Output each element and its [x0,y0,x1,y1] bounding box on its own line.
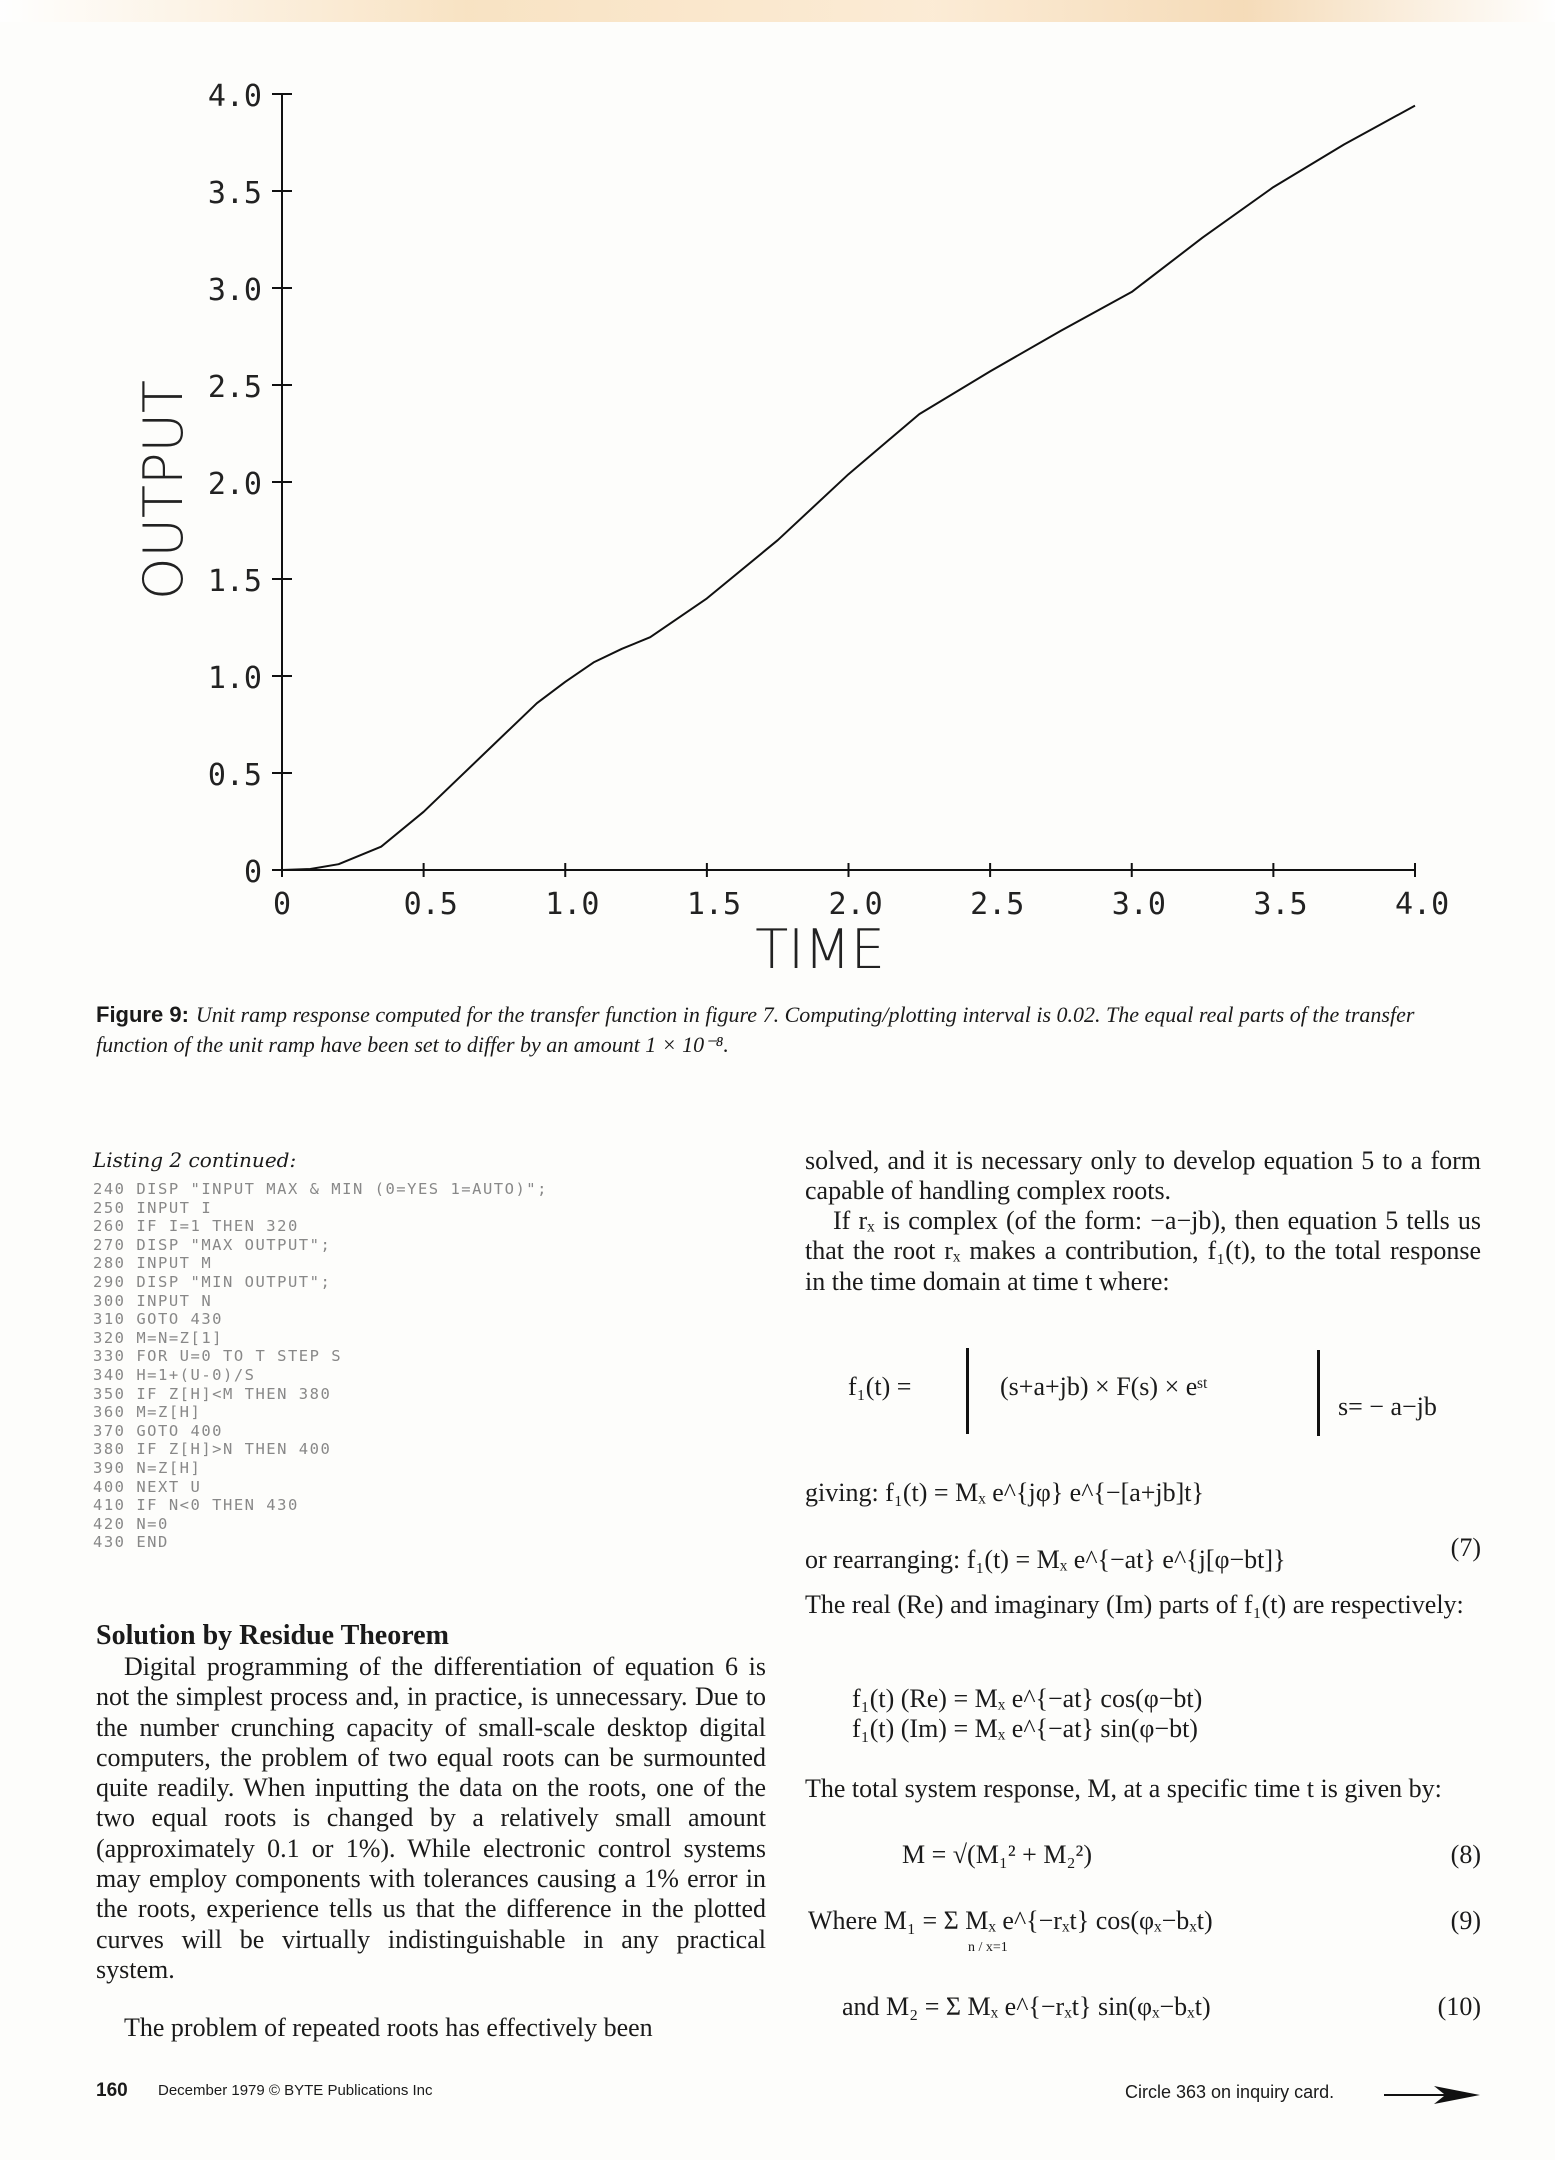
caption-text: Unit ramp response computed for the transfer function in figure 7. Computing/plotting interval is 0.02. The equal real parts of the transfer function of the unit ramp have been set to differ by an amount 1 × 10⁻⁸. [96,1002,1415,1057]
code-line: 350 IF Z[H]<M THEN 380 [93,1384,332,1403]
right-paragraph-4: The total system response, M, at a specific time t is given by: [805,1774,1442,1803]
left-paragraph-2: The problem of repeated roots has effectively been [124,2013,653,2042]
y-tick-label: 1.5 [207,564,262,599]
eq-number-10: (10) [1437,1992,1481,2021]
x-tick-label: 1.5 [686,887,742,922]
figure-caption [96,1000,1486,1060]
listing-title: Listing 2 continued: [93,1148,297,1172]
residue-eq-sub: s= − a−jb [1338,1392,1437,1421]
x-tick-label: 0 [272,887,292,922]
right-paragraph-1: solved, and it is necessary only to develop equation 5 to a form capable of handling complex roots. [805,1146,1481,1206]
arrow-icon [1384,2084,1480,2106]
code-line: 420 N=0 [93,1514,169,1533]
code-line: 390 N=Z[H] [93,1458,202,1477]
y-tick-label: 1.0 [207,661,262,696]
code-line: 410 IF N<0 THEN 430 [93,1496,299,1515]
response-curve [282,106,1415,870]
sum-limits: n / x=1 [968,1940,1008,1955]
code-line: 330 FOR U=0 TO T STEP S [93,1347,343,1366]
code-line: 320 M=N=Z[1] [93,1328,223,1347]
real-part-eq: f₁(t) (Re) = Mₓ e^{−at} cos(φ−bt) [852,1684,1203,1713]
x-tick-label: 1.0 [545,887,600,922]
code-line: 310 GOTO 430 [93,1310,223,1329]
code-line: 340 H=1+(U-0)/S [93,1365,256,1384]
code-line: 360 M=Z[H] [93,1403,202,1422]
code-line: 300 INPUT N [93,1291,213,1310]
code-line: 430 END [93,1533,169,1552]
residue-eq-body: (s+a+jb) × F(s) × eˢᵗ [1000,1372,1208,1401]
giving-eq: giving: f₁(t) = Mₓ e^{jφ} e^{−[a+jb]t} [805,1478,1205,1507]
caption-label: Figure 9: [96,1002,189,1027]
eq-number-7: (7) [1450,1533,1481,1562]
page-number: 160 [96,2080,128,2101]
y-tick-label: 2.0 [207,467,262,502]
ramp-response-chart [0,0,1555,980]
eq-number-8: (8) [1450,1840,1481,1869]
y-tick-label: 3.0 [207,273,262,308]
imag-part-eq: f₁(t) (Im) = Mₓ e^{−at} sin(φ−bt) [852,1714,1198,1743]
eq-number-9: (9) [1450,1906,1481,1935]
code-line: 370 GOTO 400 [93,1421,223,1440]
code-line: 240 DISP "INPUT MAX & MIN (0=YES 1=AUTO)"; [93,1180,548,1198]
residue-eq-lhs: f₁(t) = [848,1372,912,1401]
x-tick-label: 3.0 [1111,887,1166,922]
x-tick-label: 3.5 [1253,887,1308,922]
code-line: 290 DISP "MIN OUTPUT"; [93,1272,332,1291]
code-line: 400 NEXT U [93,1477,202,1496]
rearranging-eq: or rearranging: f₁(t) = Mₓ e^{−at} e^{j[φ−bt]} [805,1545,1286,1574]
eq-8: M = √(M₁² + M₂²) [902,1840,1092,1869]
y-tick-label: 3.5 [207,176,262,211]
eq-9: Where M₁ = Σ Mₓ e^{−rₓt} cos(φₓ−bₓt) [808,1906,1213,1935]
x-tick-label: 0.5 [403,887,458,922]
x-tick-label: 2.0 [828,887,883,922]
section-heading: Solution by Residue Theorem [96,1620,449,1651]
code-line: 250 INPUT I [93,1198,213,1217]
y-axis-title: OUTPUT [132,379,195,601]
publication-line: December 1979 © BYTE Publications Inc [158,2082,433,2099]
y-tick-label: 0.5 [207,758,262,793]
right-paragraph-2: If rₓ is complex (of the form: −a−jb), then equation 5 tells us that the root rₓ makes a contribution, f₁(t), to the total response in the time domain at time t where: [805,1206,1481,1296]
code-line: 270 DISP "MAX OUTPUT"; [93,1235,332,1254]
left-paragraph-1: Digital programming of the differentiation of equation 6 is not the simplest process and, in practice, is unnecessary. Due to the number crunching capacity of small-scale desktop digital computers, the problem of two equal roots can be surmounted quite readily. When inputting the data on the roots, one of the two equal roots is changed by a relatively small amount (approximately 0.1 or 1%). While electronic control systems may employ components with tolerances causing a 1% error in the roots, experience tells us that the difference in the plotted curves will be virtually indistinguishable in any practical system. [96,1652,766,1984]
code-listing [93,1180,548,1552]
x-tick-label: 4.0 [1395,887,1450,922]
code-line: 380 IF Z[H]>N THEN 400 [93,1440,332,1459]
code-line: 280 INPUT M [93,1254,213,1273]
eval-bar-left [966,1348,969,1434]
eq-10: and M₂ = Σ Mₓ e^{−rₓt} sin(φₓ−bₓt) [842,1992,1211,2021]
x-tick-label: 2.5 [970,887,1025,922]
y-tick-label: 0 [243,855,262,890]
x-axis-title: TIME [755,918,885,980]
inquiry-note: Circle 363 on inquiry card. [1125,2082,1335,2102]
eval-bar-right [1317,1350,1320,1436]
y-tick-label: 4.0 [207,79,262,114]
code-line: 260 IF I=1 THEN 320 [93,1217,299,1236]
y-tick-label: 2.5 [207,370,262,405]
right-paragraph-3: The real (Re) and imaginary (Im) parts of f₁(t) are respectively: [805,1590,1464,1619]
